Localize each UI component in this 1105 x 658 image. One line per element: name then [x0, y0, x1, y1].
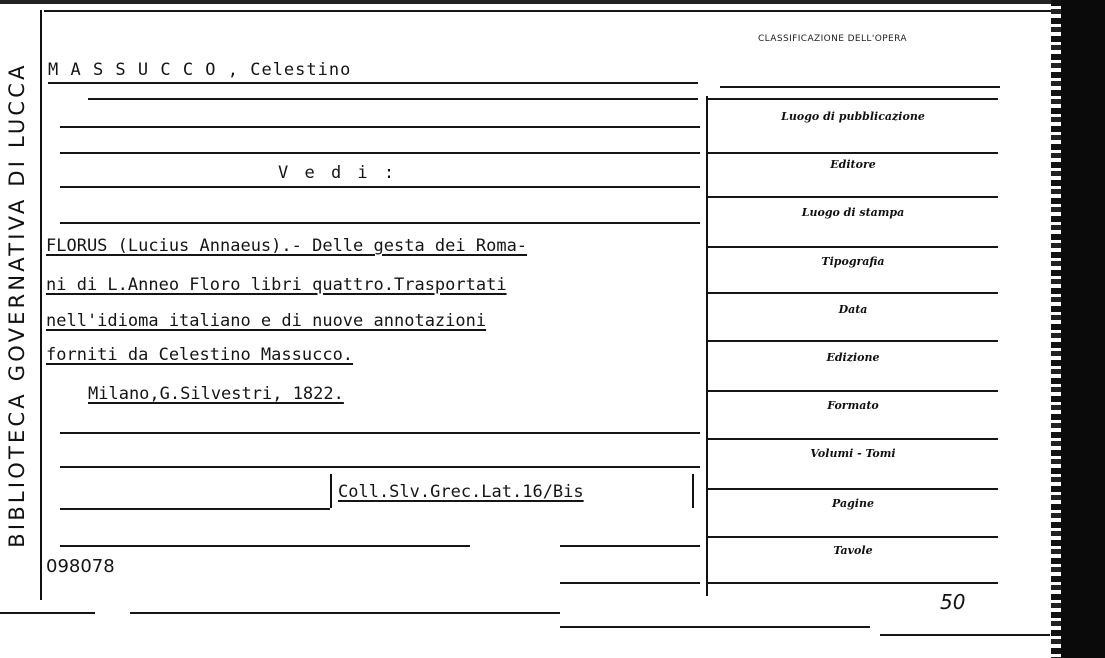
field-column-rule — [706, 96, 708, 596]
field-tavole: Tavole — [833, 544, 873, 557]
rule — [60, 126, 700, 128]
inventory-number: 098078 — [46, 556, 115, 577]
entry-line-4: forniti da Celestino Massucco. — [46, 345, 354, 365]
rule — [708, 152, 998, 154]
rule — [720, 86, 1000, 88]
rule — [48, 82, 698, 84]
rule — [708, 196, 998, 198]
scan-bottom-line — [880, 634, 1050, 636]
rule — [708, 390, 998, 392]
rule — [60, 222, 700, 224]
field-luogo-pubblicazione: Luogo di pubblicazione — [781, 110, 925, 123]
scan-right-edge — [1061, 0, 1105, 658]
field-volumi-tomi: Volumi - Tomi — [810, 447, 896, 460]
author-heading: M A S S U C C O , Celestino — [48, 60, 352, 80]
rule — [0, 612, 95, 614]
field-editore: Editore — [830, 158, 876, 171]
rule — [60, 152, 700, 154]
field-luogo-stampa: Luogo di stampa — [801, 206, 905, 219]
entry-line-5: Milano,G.Silvestri, 1822. — [88, 384, 344, 404]
rule — [708, 438, 998, 440]
rule — [708, 536, 998, 538]
left-margin-rule — [40, 10, 42, 600]
field-edizione: Edizione — [826, 351, 880, 364]
rule — [560, 545, 700, 547]
rule — [708, 292, 998, 294]
rule — [708, 246, 998, 248]
rule — [60, 466, 700, 468]
scan-bottom-edge — [0, 648, 1062, 658]
collocation-shelfmark: Coll.Slv.Grec.Lat.16/Bis — [338, 482, 584, 502]
scan-bottom-line — [560, 626, 870, 628]
see-reference: V e d i : — [278, 163, 398, 183]
field-formato: Formato — [827, 399, 879, 412]
entry-line-2: ni di L.Anneo Floro libri quattro.Trasportati — [46, 275, 507, 295]
rule — [708, 488, 998, 490]
rule — [130, 612, 560, 614]
entry-line-1: FLORUS (Lucius Annaeus).- Delle gesta dei Roma- — [46, 236, 528, 256]
rule — [60, 545, 470, 547]
corner-handwritten-mark: 50 — [940, 590, 966, 614]
entry-line-3: nell'idioma italiano e di nuove annotazioni — [46, 311, 487, 331]
rule — [60, 508, 330, 510]
classification-header: CLASSIFICAZIONE DELL'OPERA — [758, 34, 907, 44]
library-name: BIBLIOTECA GOVERNATIVA DI LUCCA — [5, 62, 29, 548]
rule — [88, 98, 698, 100]
rule — [708, 98, 998, 100]
rule — [60, 186, 700, 188]
field-pagine: Pagine — [832, 497, 874, 510]
rule — [708, 582, 998, 584]
rule — [560, 582, 700, 584]
library-name-vertical — [0, 0, 34, 600]
rule — [44, 10, 1054, 12]
field-tipografia: Tipografia — [821, 255, 885, 268]
rule — [708, 340, 998, 342]
scan-top-edge — [0, 0, 1062, 4]
rule — [60, 432, 700, 434]
field-data: Data — [838, 303, 868, 316]
